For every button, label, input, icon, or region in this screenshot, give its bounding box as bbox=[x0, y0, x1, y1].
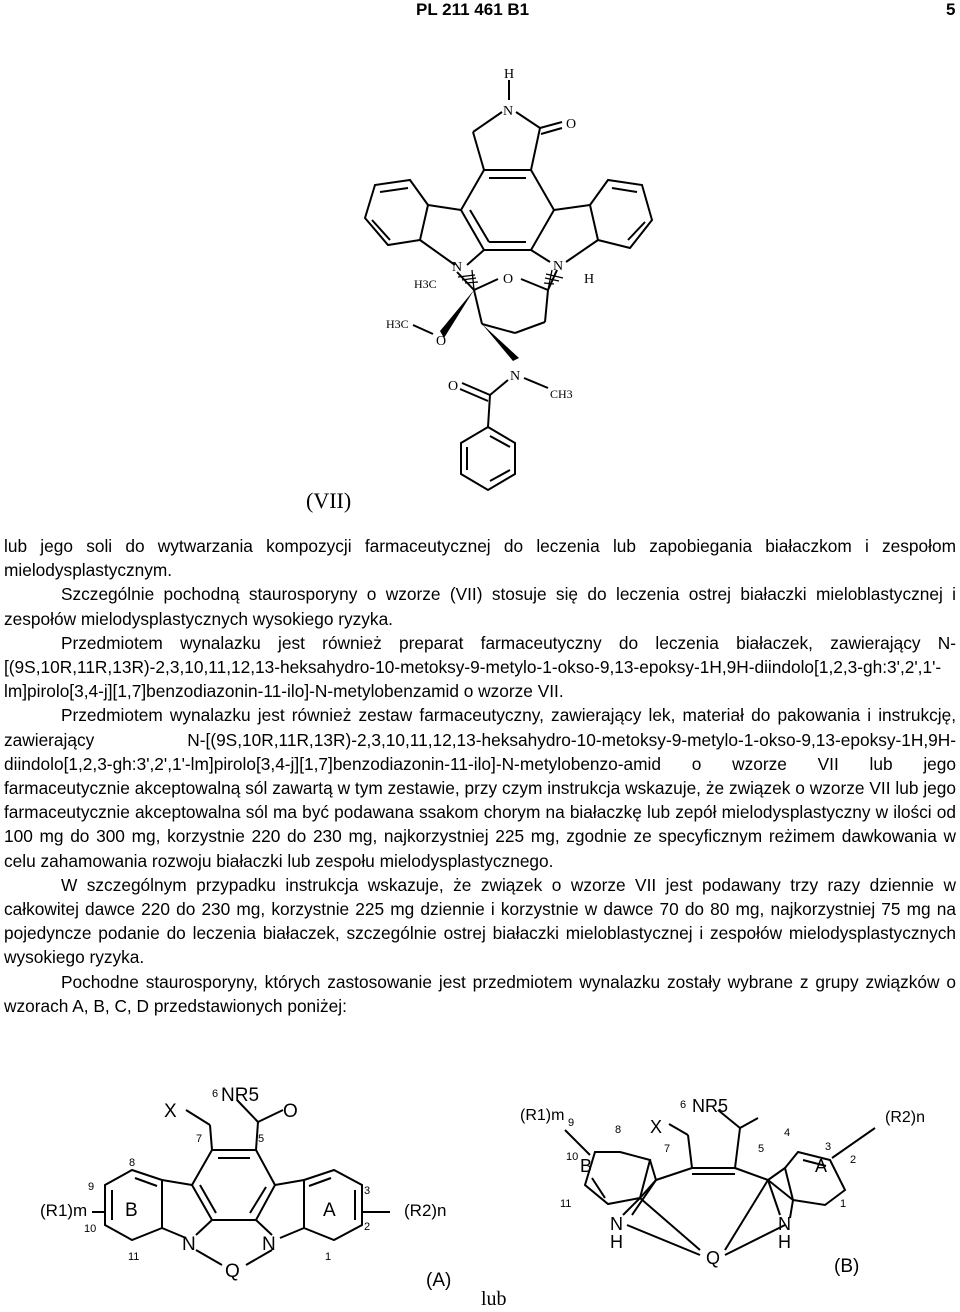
vii-atom-ch3: CH3 bbox=[550, 387, 573, 401]
b-atom-q: Q bbox=[706, 1248, 721, 1268]
paragraph: W szczególnym przypadku instrukcja wskazuje, że związek o wzorze VII jest podawany trzy razy dziennie w całkowitej dawce 220 do 230 mg, korzystnie 225 mg dziennie i korzystnie w dawce 70 do 80 mg, najkorzystniej 75 mg na pojedyncze podanie do leczenia białaczek, szczególnie ostrej białaczki mieloblastycznej i zespołów mielodysplastycznych wysokiego ryzyka. bbox=[4, 874, 956, 968]
b-pos-7: 7 bbox=[664, 1143, 671, 1155]
b-atom-x: X bbox=[650, 1117, 663, 1137]
vii-atom-o-carbonyl: O bbox=[566, 117, 577, 132]
b-ring-a: A bbox=[815, 1156, 828, 1176]
vii-atom-n-amide: N bbox=[510, 369, 521, 384]
a-pos-11: 11 bbox=[128, 1251, 140, 1263]
a-atom-o: O bbox=[283, 1101, 298, 1122]
vii-atom-h-right: H bbox=[584, 272, 595, 287]
b-ring-b: B bbox=[580, 1156, 593, 1176]
a-atom-x: X bbox=[164, 1101, 177, 1122]
structure-a-label: (A) bbox=[426, 1270, 452, 1291]
structure-b-diagram bbox=[515, 1090, 945, 1290]
b-atom-nr5: NR5 bbox=[692, 1096, 729, 1116]
a-ring-a: A bbox=[323, 1200, 336, 1221]
b-pos-4: 4 bbox=[784, 1127, 791, 1139]
vii-atom-h3c-lower: H3C bbox=[386, 317, 409, 331]
a-atom-q: Q bbox=[225, 1261, 240, 1282]
a-atom-n-left: N bbox=[182, 1234, 196, 1255]
b-nh-left-h: H bbox=[610, 1232, 623, 1252]
a-atom-n-right: N bbox=[262, 1234, 276, 1255]
paragraph: Przedmiotem wynalazku jest również zestaw farmaceutyczny, zawierający lek, materiał do pakowania i instrukcję, zawierający N-[(9S,10R,11R,13R)-2,3,10,11,12,13-heksahydro-10-metoksy-9-metylo-1-okso-9,13-epoksy-1H,9H-diindolo[1,2,3-gh:3',2',1'-lm]pirolo[3,4-j][1,7]benzodiazonin-11-ilo]-N-metylobenzo-amid o wzorze VII lub jego farmaceutycznie akceptowalną sól zawartą w tym zestawie, przy czym instrukcja wskazuje, że związek o wzorze VII lub jego farmaceutycznie akceptowalna sól ma być podawana ssakom chorym na białaczkę lub zepół mielodysplastyczny w ilości od 100 mg do 300 mg, korzystnie 220 do 230 mg, najkorzystniej 225 mg, zgodnie ze specyficznym reżimem dawkowania w celu zahamowania rozwoju białaczki lub zespołu mielodysplastycznego. bbox=[4, 705, 956, 871]
body-text bbox=[4, 534, 956, 1018]
b-nh-right-h: H bbox=[778, 1232, 791, 1252]
a-pos-6: 6 bbox=[212, 1088, 219, 1100]
b-nh-right-n: N bbox=[778, 1214, 791, 1234]
b-pos-11: 11 bbox=[560, 1198, 572, 1210]
b-pos-2: 2 bbox=[850, 1154, 857, 1166]
vii-atom-o-methoxy: O bbox=[436, 334, 447, 349]
a-pos-2: 2 bbox=[364, 1221, 371, 1233]
a-pos-9: 9 bbox=[88, 1181, 95, 1193]
b-pos-8: 8 bbox=[615, 1124, 622, 1136]
b-r1m: (R1)m bbox=[520, 1107, 565, 1124]
a-r1m: (R1)m bbox=[40, 1201, 88, 1220]
or-label: lub bbox=[481, 1288, 507, 1310]
vii-atom-o-amide: O bbox=[448, 379, 459, 394]
b-nh-left-n: N bbox=[610, 1214, 623, 1234]
a-pos-8: 8 bbox=[129, 1157, 136, 1169]
vii-atom-n-left: N bbox=[452, 260, 463, 275]
structure-vii-label: (VII) bbox=[306, 488, 352, 513]
paragraph: Przedmiotem wynalazku jest również preparat farmaceutyczny do leczenia białaczek, zawierający N-[(9S,10R,11R,13R)-2,3,10,11,12,13-heksahydro-10-metoksy-9-metylo-1-okso-9,13-epoksy-1H,9H-diindolo[1,2,3-gh:3',2',1'-lm]pirolo[3,4-j][1,7]benzodiazonin-11-ilo]-N-metylobenzamid o wzorze VII. bbox=[4, 632, 956, 702]
paragraph: Szczególnie pochodną staurosporyny o wzorze (VII) stosuje się do leczenia ostrej białaczki mieloblastycznej i zespołów mielodysplastycznych wysokiego ryzyka. bbox=[4, 584, 956, 629]
b-r2n: (R2)n bbox=[885, 1109, 926, 1126]
b-pos-3: 3 bbox=[825, 1141, 832, 1153]
a-pos-10: 10 bbox=[84, 1223, 97, 1235]
paragraph: Pochodne staurosporyny, których zastosowanie jest przedmiotem wynalazku zostały wybrane z grupy związków o wzorach A, B, C, D przedstawionych poniżej: bbox=[4, 971, 956, 1016]
structure-b-label: (B) bbox=[834, 1256, 860, 1277]
paragraph: lub jego soli do wytwarzania kompozycji farmaceutycznej do leczenia lub zapobiegania białaczkom i zespołom mielodysplastycznym. bbox=[4, 536, 956, 581]
b-pos-1: 1 bbox=[840, 1198, 847, 1210]
vii-atom-o-ring: O bbox=[503, 272, 514, 287]
a-pos-5: 5 bbox=[258, 1133, 265, 1145]
a-pos-7: 7 bbox=[196, 1133, 203, 1145]
header-patent-number: PL 211 461 B1 bbox=[416, 0, 530, 19]
structure-vii-diagram bbox=[355, 62, 595, 492]
a-r2n: (R2)n bbox=[404, 1201, 447, 1220]
vii-atom-n-right: N bbox=[553, 259, 564, 274]
b-pos-9: 9 bbox=[568, 1117, 575, 1129]
a-pos-1: 1 bbox=[325, 1251, 332, 1263]
vii-atom-h3c-upper: H3C bbox=[414, 277, 437, 291]
vii-atom-n-top: N bbox=[503, 104, 514, 119]
a-ring-b: B bbox=[125, 1200, 138, 1221]
page-number: 5 bbox=[946, 0, 956, 19]
vii-atom-h-top: H bbox=[504, 67, 515, 82]
a-atom-nr5: NR5 bbox=[221, 1085, 260, 1106]
b-pos-5: 5 bbox=[758, 1143, 765, 1155]
structure-a-diagram bbox=[40, 1075, 480, 1295]
a-pos-3: 3 bbox=[364, 1185, 371, 1197]
b-pos-10: 10 bbox=[566, 1151, 579, 1163]
b-pos-6: 6 bbox=[680, 1099, 687, 1111]
